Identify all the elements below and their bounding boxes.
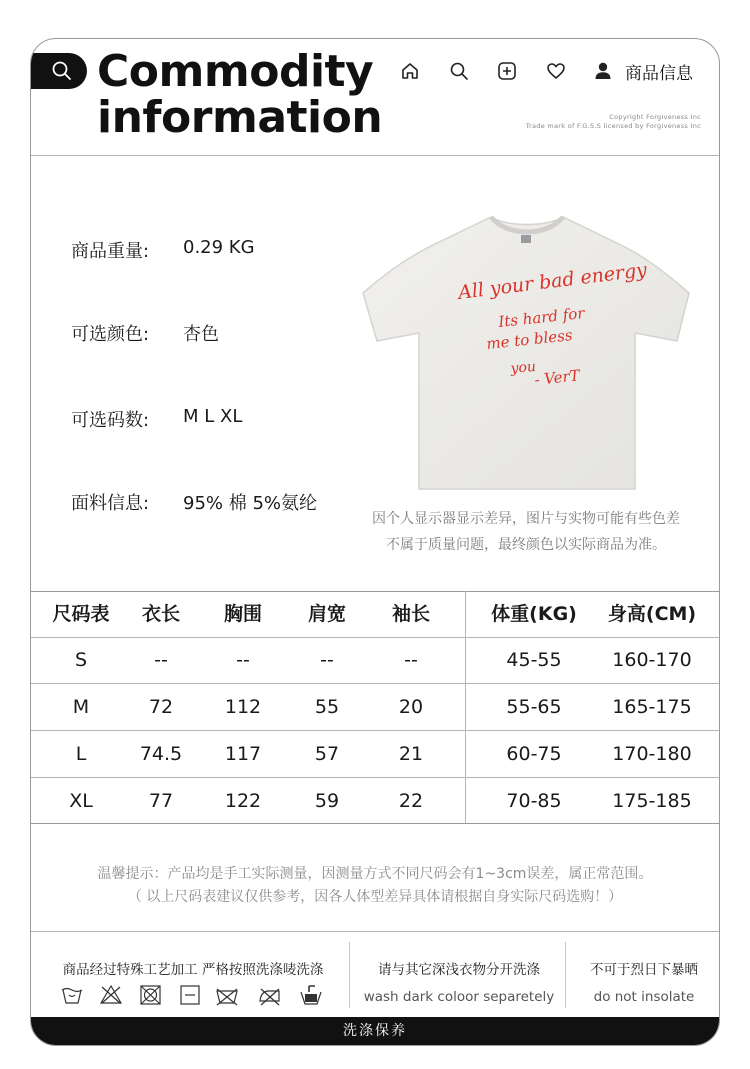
print-line-4: you <box>509 358 537 377</box>
table-cell: 60-75 <box>506 743 562 765</box>
table-cell: 45-55 <box>506 649 562 671</box>
table-cell: 175-185 <box>612 790 692 812</box>
table-cell: M <box>72 696 90 718</box>
add-icon[interactable] <box>497 61 517 81</box>
care-title-2: 请与其它深浅衣物分开洗涤 <box>378 962 540 978</box>
care-column-divider <box>565 942 566 1008</box>
title-line-2: information <box>97 92 383 143</box>
header-cell: 胸围 <box>223 603 262 625</box>
table-cell: XL <box>69 790 93 812</box>
table-cell: 122 <box>224 790 262 812</box>
hand-wash-icon <box>62 989 82 1004</box>
print-line-5: - VerT <box>533 366 581 389</box>
title-line-1: Commodity <box>97 46 374 97</box>
table-cell: 20 <box>398 696 424 718</box>
color-label: 可选颜色: <box>71 324 150 345</box>
table-cell: L <box>75 743 87 765</box>
weight-value: 0.29 KG <box>183 237 255 258</box>
header-cell: 尺码表 <box>52 603 110 625</box>
care-icons <box>61 983 325 1007</box>
disclaimer-line-1: 因个人显示器显示差异，图片与实物可能有些色差 <box>372 511 680 527</box>
size-label: 可选码数: <box>71 410 150 431</box>
table-row <box>31 684 719 730</box>
table-cell: 160-170 <box>612 649 692 671</box>
disclaimer-line-2: 不属于质量问题，最终颜色以实际商品为准。 <box>386 537 666 553</box>
table-cell: -- <box>404 649 418 671</box>
table-cell: 117 <box>224 743 262 765</box>
copyright-text <box>526 113 701 131</box>
print-line-3: me to bless <box>485 326 574 353</box>
care-title-1: 商品经过特殊工艺加工 严格按照洗涤唛洗涤 <box>62 962 324 978</box>
header-cell: 衣长 <box>141 603 180 625</box>
copyright-line-2: Trade mark of F.G.S.S licensed by Forgiveness Inc <box>525 122 701 130</box>
print-line-2: Its hard for <box>497 304 586 331</box>
table-cell: S <box>74 649 88 671</box>
disclaimer <box>331 506 720 558</box>
commodity-card <box>30 38 720 1046</box>
care-sub-2: wash dark coloor separetely <box>363 989 555 1005</box>
header-divider <box>31 155 719 156</box>
size-value: M L XL <box>183 406 243 427</box>
print-line-1: All your bad energy <box>456 258 649 304</box>
table-row <box>31 637 719 683</box>
table-header-row <box>31 591 719 637</box>
table-cell: 170-180 <box>612 743 692 765</box>
search-tab-button[interactable] <box>31 53 87 89</box>
search-icon[interactable] <box>449 61 469 81</box>
care-footer-bar: 洗涤保养 <box>31 1017 719 1045</box>
header-cell: 身高(CM) <box>607 603 697 625</box>
no-dry-clean-icon <box>301 986 321 1004</box>
table-cell: 21 <box>398 743 424 765</box>
dry-flat-icon <box>181 986 199 1004</box>
table-cell: -- <box>320 649 334 671</box>
care-divider <box>31 931 719 932</box>
search-icon <box>52 61 72 81</box>
header-cell: 袖长 <box>391 603 430 625</box>
table-bottom-rule <box>31 823 719 824</box>
table-cell: 165-175 <box>612 696 692 718</box>
tip-line-1: 温馨提示：产品均是手工实际测量，因测量方式不同尺码会有1~3cm误差，属正常范围。 <box>97 866 653 882</box>
no-bleach-icon <box>101 986 121 1003</box>
page-title <box>97 46 383 143</box>
table-cell: -- <box>236 649 250 671</box>
table-cell: -- <box>154 649 168 671</box>
header-cell: 体重(KG) <box>491 603 577 625</box>
fabric-label: 面料信息: <box>71 493 150 514</box>
table-cell: 22 <box>398 790 424 812</box>
header-cell: 肩宽 <box>307 603 346 625</box>
care-sub-3: do not insolate <box>593 989 695 1005</box>
table-cell: 57 <box>314 743 340 765</box>
table-cell: 77 <box>148 790 174 812</box>
color-value: 杏色 <box>183 324 219 345</box>
table-cell: 112 <box>224 696 262 718</box>
table-row <box>31 778 719 824</box>
no-wring-icon <box>217 989 237 1005</box>
table-cell: 55 <box>314 696 340 718</box>
table-cell: 70-85 <box>506 790 562 812</box>
table-cell: 72 <box>148 696 174 718</box>
table-row <box>31 731 719 777</box>
user-icon[interactable] <box>594 61 612 81</box>
nav-label[interactable]: 商品信息 <box>625 64 693 84</box>
weight-label: 商品重量: <box>71 241 150 262</box>
home-icon[interactable] <box>400 61 420 81</box>
no-tumble-dry-icon <box>141 986 160 1004</box>
copyright-line-1: Copyright Forgiveness Inc <box>609 113 701 121</box>
fabric-value: 95% 棉 5%氨纶 <box>183 493 318 514</box>
table-cell: 59 <box>314 790 340 812</box>
no-iron-icon <box>260 989 279 1005</box>
heart-icon[interactable] <box>546 61 566 81</box>
product-image <box>359 215 695 495</box>
table-cell: 55-65 <box>506 696 562 718</box>
care-column-divider <box>349 942 350 1008</box>
care-title-3: 不可于烈日下暴晒 <box>590 962 698 978</box>
table-cell: 74.5 <box>139 743 183 765</box>
tip-line-2: （ 以上尺码表建议仅供参考，因各人体型差异具体请根据自身实际尺码选购！） <box>127 889 623 905</box>
